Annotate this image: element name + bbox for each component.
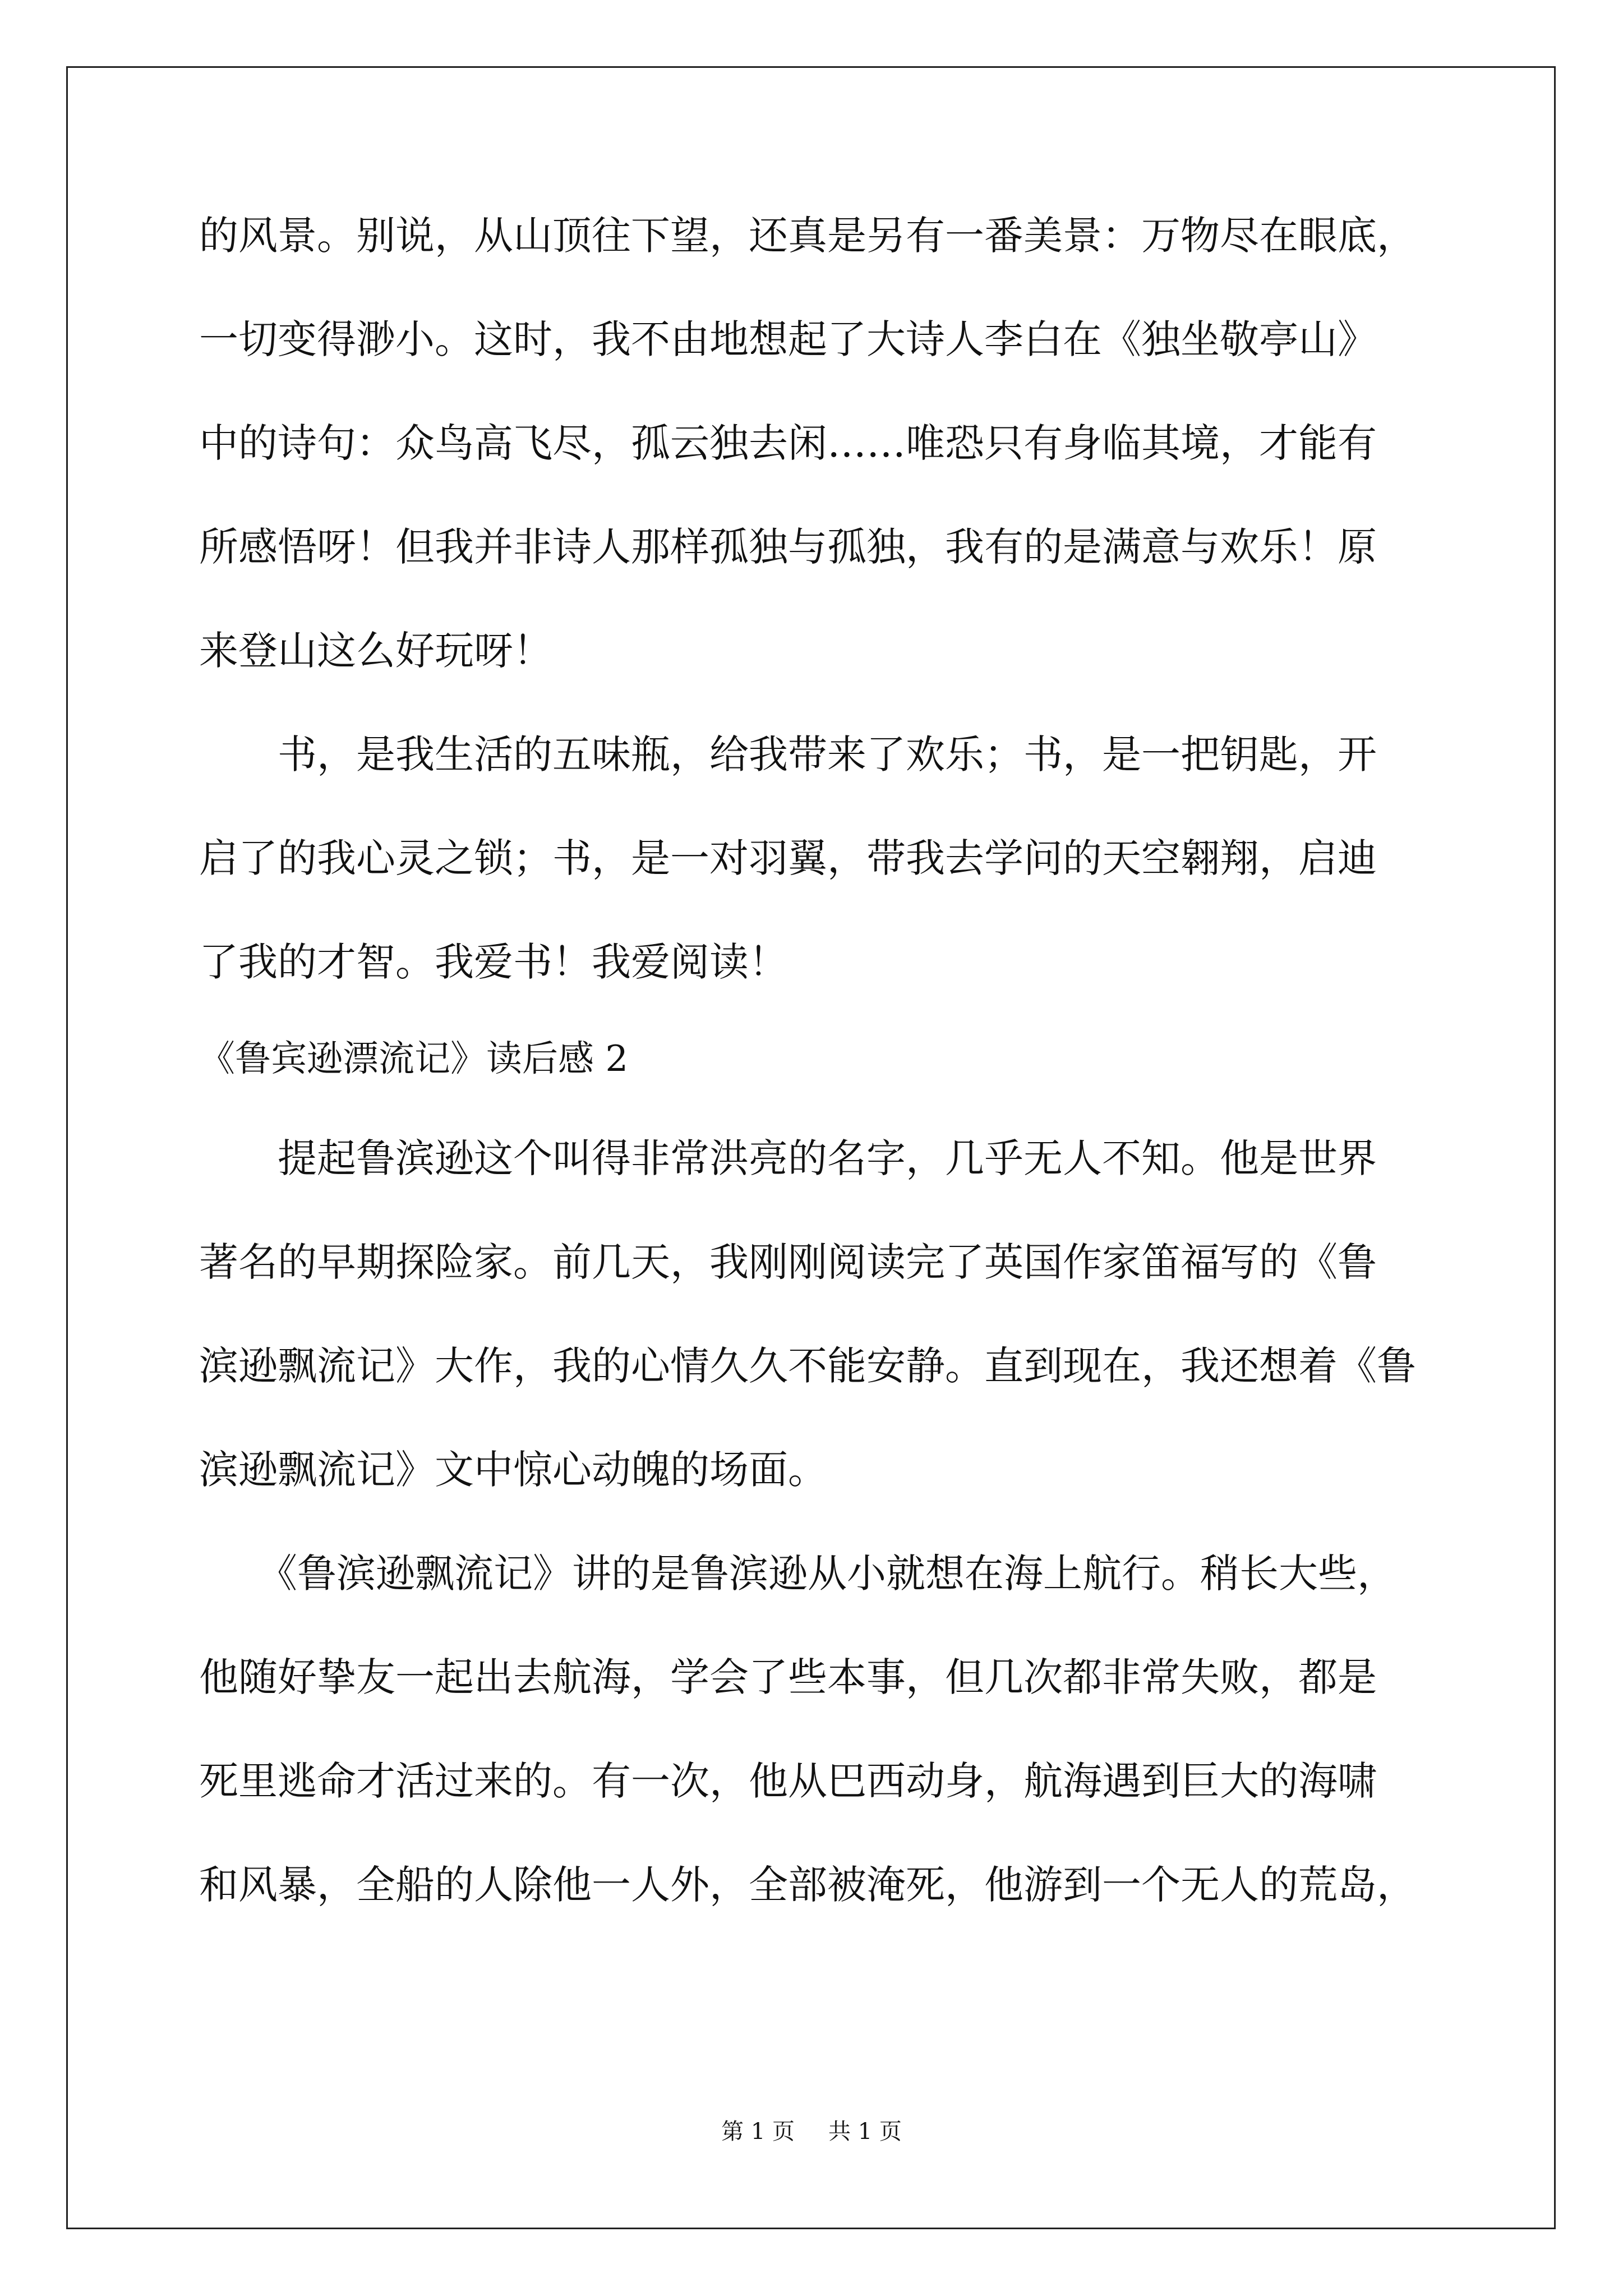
text-line: 了我的才智。我爱书！我爱阅读！ [199,939,788,985]
text-line: 来登山这么好玩呀！ [199,628,552,674]
text-line: 滨逊飘流记》文中惊心动魄的场面。 [199,1447,827,1493]
text-line: 中的诗句：众鸟高飞尽，孤云独去闲……唯恐只有身临其境，才能有 [199,420,1377,466]
text-line: 死里逃命才活过来的。有一次，他从巴西动身，航海遇到巨大的海啸 [199,1758,1377,1804]
text-line: 的风景。别说，从山顶往下望，还真是另有一番美景：万物尽在眼底， [199,213,1416,259]
text-line: 滨逊飘流记》大作，我的心情久久不能安静。直到现在，我还想着《鲁 [199,1343,1416,1389]
text-line: 《鲁滨逊飘流记》讲的是鲁滨逊从小就想在海上航行。稍长大些， [199,1550,1396,1596]
text-line: 和风暴，全船的人除他一人外，全部被淹死，他游到一个无人的荒岛， [199,1862,1416,1908]
page-footer [0,2115,1623,2148]
page-total: 共 1 页 [828,2119,902,2145]
text-line: 一切变得渺小。这时，我不由地想起了大诗人李白在《独坐敬亭山》 [199,316,1377,362]
text-line: 启了的我心灵之锁；书，是一对羽翼，带我去学问的天空翱翔，启迪 [199,835,1377,881]
text-line: 提起鲁滨逊这个叫得非常洪亮的名字，几乎无人不知。他是世界 [199,1135,1377,1181]
text-line: 书，是我生活的五味瓶，给我带来了欢乐；书，是一把钥匙，开 [199,731,1377,777]
page-number: 第 1 页 [721,2119,795,2145]
section-heading: 《鲁宾逊漂流记》读后感 2 [199,1038,629,1080]
text-line: 著名的早期探险家。前几天，我刚刚阅读完了英国作家笛福写的《鲁 [199,1239,1377,1285]
text-line: 所感悟呀！但我并非诗人那样孤独与孤独，我有的是满意与欢乐！原 [199,524,1377,570]
text-line: 他随好挚友一起出去航海，学会了些本事，但几次都非常失败，都是 [199,1654,1377,1700]
